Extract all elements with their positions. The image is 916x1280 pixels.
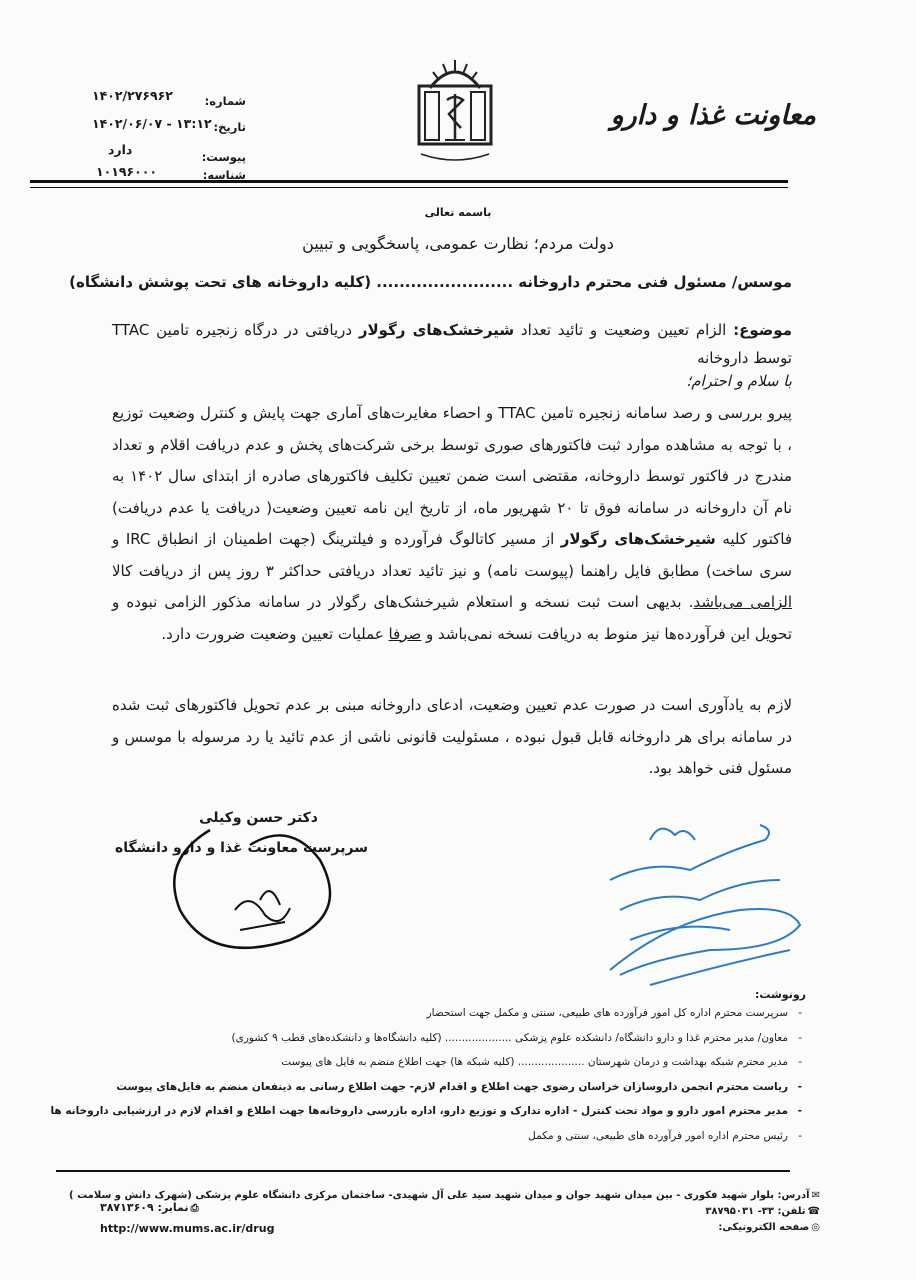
- subject-text-before: الزام تعیین وضعیت و تائید تعداد: [514, 321, 734, 339]
- number-value: ۱۴۰۲/۲۷۶۹۶۲: [92, 88, 173, 103]
- body-paragraph-2: لازم به یادآوری است در صورت عدم تعیین وضعیت، ادعای داروخانه مبنی بر عدم تحویل فاکتورهای ثبت شده در سامانه برای هر داروخانه قابل قبول نبوده ، مسئولیت قانونی ناشی از عدم تائید یا رد مرسوله با موسس و مسئول فنی خواهد بود.: [112, 696, 792, 777]
- footer-web: [100, 1198, 274, 1239]
- body-paragraph-1: [112, 398, 792, 650]
- subject: [112, 316, 792, 372]
- attachment-label: پیوست:: [201, 150, 246, 164]
- cc-item: - مدیر محترم شبکه بهداشت و درمان شهرستان .................... (کلیه شبکه ها) جهت اطلاع منضم به فایل های پیوست: [118, 1055, 788, 1080]
- subject-keyword: شیرخشک‌های رگولار: [358, 321, 515, 339]
- id-label: شناسه:: [202, 168, 246, 182]
- slogan: دولت مردم؛ نظارت عمومی، پاسخگویی و تبیین: [302, 234, 614, 253]
- cc-list: [50, 1006, 788, 1153]
- department-title: معاونت غذا و دارو: [610, 100, 816, 131]
- cc-item: - معاون/ مدیر محترم غذا و دارو دانشگاه/ دانشکده علوم پزشکی .................... (کلیه دانشگاه‌ها و دانشکده‌های قطب ۹ کشوری): [118, 1031, 788, 1056]
- p1-underline-1: الزامی می‌باشد: [693, 593, 792, 611]
- footer-url[interactable]: http://www.mums.ac.ir/drug: [100, 1222, 275, 1235]
- cc-item: - مدیر محترم امور دارو و مواد تحت کنترل - اداره تدارک و توزیع دارو، اداره بازرسی داروخانه‌ها جهت اطلاع و اقدام لازم در ارزشیابی داروخانه ها: [118, 1104, 788, 1129]
- address-icon: ✉: [811, 1190, 820, 1201]
- subject-label: موضوع:: [733, 321, 792, 339]
- web-icon: ◎: [811, 1222, 820, 1233]
- fax-icon: ⎙: [190, 1203, 199, 1214]
- cc-item: - ریاست محترم انجمن داروسازان خراسان رضوی جهت اطلاع و اقدام لازم- جهت اطلاع رسانی به ذینفعان منضم به فایل‌های پیوست: [118, 1080, 788, 1105]
- header-rule-thick: [30, 180, 788, 183]
- id-value: ۱۰۱۹۶۰۰۰: [96, 164, 158, 179]
- handwritten-note: [590, 800, 820, 1000]
- invocation: باسمه تعالی: [424, 206, 492, 219]
- footer-rule: [56, 1170, 790, 1172]
- university-logo: [405, 56, 505, 168]
- cc-item: - رئیس محترم اداره امور فرآورده های طبیعی، سنتی و مکمل: [118, 1129, 788, 1154]
- p1-text-a: پیرو بررسی و رصد سامانه زنجیره تامین TTAC و احصاء مغایرت‌های آماری جهت پایش و کنترل وضعیت توزیع ، با توجه به مشاهده موارد ثبت فاکتورهای صوری توسط برخی شرکت‌های پخش و عدم دریافت اقلام و تعداد مندرج در فاکتور توسط داروخانه، مقتضی است ضمن تعیین تکلیف فاکتورهای صادره از ابتدای سال ۱۴۰۲ به نام آن داروخانه در سامانه فوق تا ۲۰ شهریور ماه، از تاریخ این نامه تعیین وضعیت( دریافت یا عدم دریافت) فاکتور کلیه: [112, 404, 792, 548]
- phone-icon: ☎: [807, 1206, 820, 1217]
- date-label: تاریخ:: [213, 120, 246, 134]
- attachment-value: دارد: [108, 142, 133, 157]
- p1-text-c: . بدیهی است ثبت نسخه و استعلام شیرخشک‌های رگولار در سامانه مذکور الزامی نبوده و تحویل این فرآورده‌ها نیز منوط به دریافت نسخه نمی‌باشد و: [112, 593, 792, 643]
- subject-text-after: دریافتی در درگاه زنجیره تامین TTAC توسط داروخانه: [112, 321, 792, 367]
- footer-address: آدرس: بلوار شهید فکوری - بین میدان شهید جوان و میدان شهید سید علی آل شهیدی- ساختمان مرکزی دانشگاه علوم پزشکی (شهرک دانش و سلامت ): [69, 1190, 810, 1201]
- signatory-name: دکتر حسن وکیلی: [199, 810, 318, 826]
- footer-fax: نمابر: ۳۸۷۱۳۶۰۹: [100, 1201, 189, 1214]
- greeting: با سلام و احترام؛: [686, 372, 792, 390]
- p1-text-d: عملیات تعیین وضعیت ضرورت دارد.: [161, 624, 389, 643]
- date-value: ۱۴۰۲/۰۶/۰۷ - ۱۳:۱۲: [92, 116, 212, 131]
- p1-keyword: شیرخشک‌های رگولار: [560, 530, 716, 548]
- handwritten-signature: [140, 790, 370, 970]
- header-rule-thin: [30, 187, 788, 188]
- footer-phone: تلفن: ۳۳- ۳۸۷۹۵۰۳۱: [705, 1206, 806, 1217]
- number-label: شماره:: [204, 94, 246, 108]
- addressee: موسس/ مسئول فنی محترم داروخانه ........................ (کلیه داروخانه های تحت پوشش دانشگاه): [69, 273, 792, 291]
- cc-title: رونوشت:: [754, 988, 806, 1001]
- p1-underline-2: صرفا: [388, 624, 422, 643]
- footer-webpage-label: صفحه الکترونیکی:: [718, 1222, 810, 1233]
- signatory-title: سرپرست معاونت غذا و دارو دانشگاه: [114, 840, 368, 856]
- p1-text-b: از مسیر کاتالوگ فرآورده و فیلترینگ (جهت اطمینان از انطباق IRC و سری ساخت) مطابق فایل راهنما (پیوست نامه) و نیز تائید تعداد دریافتی حداکثر ۳ روز پس از دریافت کالا: [112, 530, 792, 580]
- cc-item: - سرپرست محترم اداره کل امور فرآورده های طبیعی، سنتی و مکمل جهت استحضار: [118, 1006, 788, 1031]
